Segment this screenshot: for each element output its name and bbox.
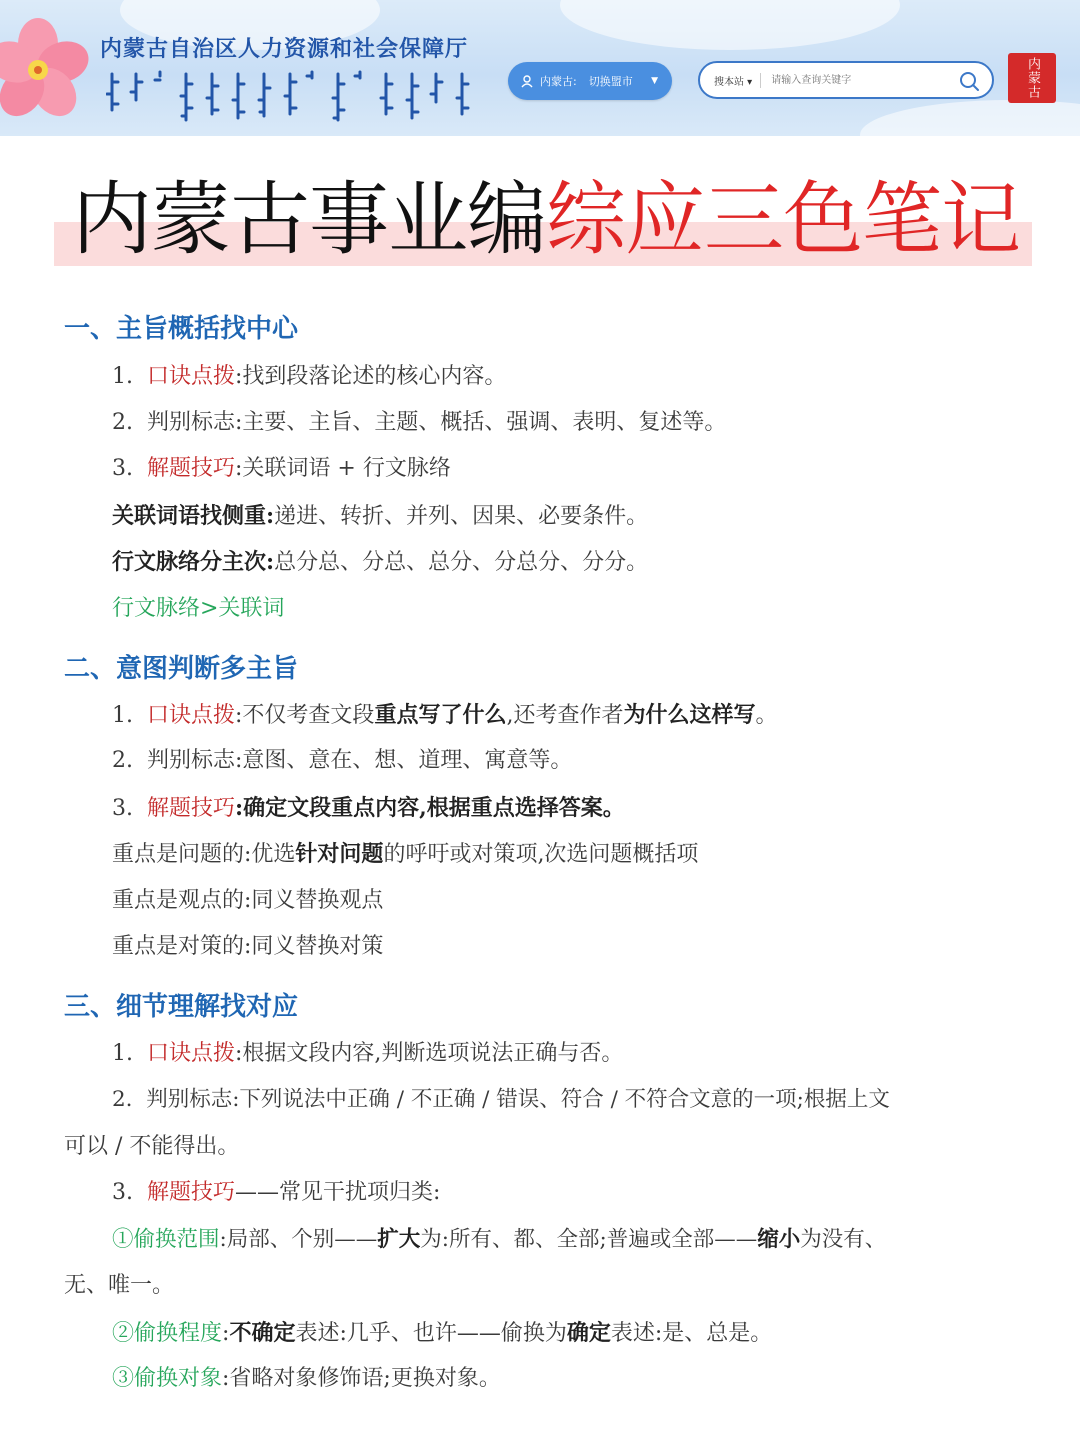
list-item: 3. 解题技巧——常见干扰项归类: xyxy=(112,1180,441,1205)
section-heading: 三、细节理解找对应 xyxy=(64,992,299,1022)
list-item: ①偷换范围:局部、个别——扩大为:所有、都、全部;普遍或全部——缩小为没有、 xyxy=(112,1227,887,1252)
region-switch-button[interactable] xyxy=(508,62,672,100)
list-item: 重点是观点的:同义替换观点 xyxy=(112,888,384,913)
list-item: 重点是对策的:同义替换对策 xyxy=(112,934,384,959)
list-item: 2. 判别标志:主要、主旨、主题、概括、强调、表明、复述等。 xyxy=(112,410,727,435)
title-part-red: 综应三色笔记 xyxy=(546,173,1020,266)
list-item-continuation: 可以 / 不能得出。 xyxy=(64,1134,240,1159)
page-title xyxy=(72,170,1020,270)
list-item: ②偷换程度:不确定表述:几乎、也许——偷换为确定表述:是、总是。 xyxy=(112,1320,773,1346)
mongolian-script-title xyxy=(106,70,486,126)
list-item: 行文脉络分主次:总分总、分总、总分、分总分、分分。 xyxy=(112,549,649,575)
search-box xyxy=(698,61,994,99)
list-item: 1. 口诀点拨:根据文段内容,判断选项说法正确与否。 xyxy=(112,1041,624,1066)
section-heading: 一、主旨概括找中心 xyxy=(64,314,299,344)
search-input[interactable] xyxy=(769,74,943,87)
title-part-black: 内蒙古事业编 xyxy=(72,173,546,266)
list-item: 1. 口诀点拨:不仅考查文段重点写了什么,还考查作者为什么这样写。 xyxy=(112,702,778,728)
cloud-decoration xyxy=(860,100,1080,136)
flower-logo-icon xyxy=(0,14,110,124)
search-icon[interactable] xyxy=(958,70,980,92)
list-item: ③偷换对象:省略对象修饰语;更换对象。 xyxy=(112,1366,501,1391)
cloud-decoration xyxy=(560,0,900,50)
list-item: 1. 口诀点拨:找到段落论述的核心内容。 xyxy=(112,364,507,389)
list-item: 3. 解题技巧:关联词语 + 行文脉络 xyxy=(112,456,451,481)
list-item: 2. 判别标志:下列说法中正确 / 不正确 / 错误、符合 / 不符合文意的一项;根据上文 xyxy=(112,1087,890,1112)
region-switch-label: 切换盟市 xyxy=(588,75,633,88)
site-title[interactable]: 内蒙古自治区人力资源和社会保障厅 xyxy=(100,37,469,62)
chevron-down-icon: ▼ xyxy=(651,76,658,86)
site-header xyxy=(0,0,1080,136)
region-label: 内蒙古: xyxy=(540,75,577,88)
highlight-note: 行文脉络>关联词 xyxy=(112,596,285,621)
list-item: 关联词语找侧重:递进、转折、并列、因果、必要条件。 xyxy=(112,503,649,529)
list-item: 3. 解题技巧:确定文段重点内容,根据重点选择答案。 xyxy=(112,795,625,821)
seal-logo: 内蒙古 xyxy=(1008,53,1056,103)
list-item-continuation: 无、唯一。 xyxy=(64,1273,175,1298)
search-scope-dropdown[interactable]: 搜本站 ▾ xyxy=(700,73,761,88)
user-location-icon xyxy=(520,74,534,88)
list-item: 重点是问题的:优选针对问题的呼吁或对策项,次选问题概括项 xyxy=(112,841,699,867)
list-item: 2. 判别标志:意图、意在、想、道理、寓意等。 xyxy=(112,748,573,773)
section-heading: 二、意图判断多主旨 xyxy=(64,654,299,684)
